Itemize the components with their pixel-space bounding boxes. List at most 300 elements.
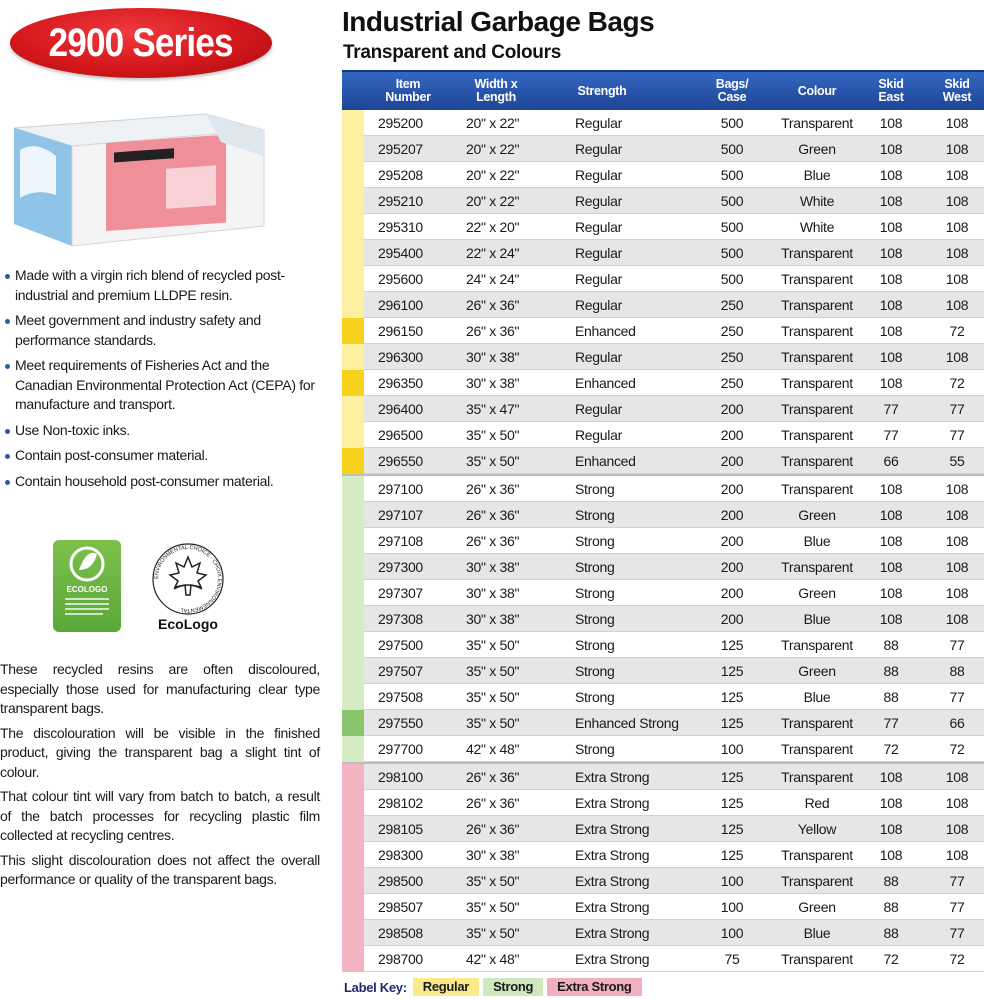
cell-skid-west: 108 xyxy=(945,115,969,131)
cell-skid-east: 77 xyxy=(883,427,899,443)
cell-skid-east: 108 xyxy=(879,115,903,131)
cell-bags-case: 100 xyxy=(720,873,744,889)
cell-skid-east: 77 xyxy=(883,401,899,417)
cell-skid-east: 108 xyxy=(879,611,903,627)
cell-colour: Transparent xyxy=(781,715,853,731)
cell-width-length: 35" x 50" xyxy=(466,925,520,941)
cell-skid-west: 108 xyxy=(945,795,969,811)
cell-skid-west: 108 xyxy=(945,141,969,157)
cell-strength: Regular xyxy=(575,271,622,287)
cell-skid-east: 108 xyxy=(879,193,903,209)
cell-bags-case: 125 xyxy=(720,847,744,863)
cell-item-number: 295600 xyxy=(378,271,423,287)
cell-skid-west: 77 xyxy=(949,401,965,417)
cell-skid-west: 66 xyxy=(949,715,965,731)
cell-skid-east: 108 xyxy=(879,297,903,313)
table-row xyxy=(342,344,984,370)
cell-item-number: 296550 xyxy=(378,453,423,469)
environmental-choice-logo xyxy=(144,537,232,637)
cell-skid-west: 72 xyxy=(949,951,965,967)
cell-skid-west: 108 xyxy=(945,533,969,549)
cell-item-number: 298100 xyxy=(378,769,423,785)
cell-skid-west: 108 xyxy=(945,349,969,365)
table-row xyxy=(342,946,984,972)
cell-colour: Blue xyxy=(803,167,831,183)
cell-bags-case: 200 xyxy=(720,533,744,549)
cell-strength: Strong xyxy=(575,741,615,757)
cell-strength: Extra Strong xyxy=(575,899,650,915)
cell-bags-case: 500 xyxy=(720,167,744,183)
cell-skid-west: 72 xyxy=(949,375,965,391)
cell-width-length: 35" x 50" xyxy=(466,637,520,653)
cell-item-number: 296400 xyxy=(378,401,423,417)
table-header xyxy=(342,70,984,110)
strength-swatch xyxy=(342,946,364,972)
cell-width-length: 26" x 36" xyxy=(466,481,520,497)
cell-bags-case: 125 xyxy=(720,663,744,679)
strength-swatch xyxy=(342,528,364,554)
strength-swatch xyxy=(342,790,364,816)
strength-swatch xyxy=(342,214,364,240)
cell-colour: Transparent xyxy=(781,847,853,863)
cell-skid-east: 108 xyxy=(879,167,903,183)
cell-bags-case: 200 xyxy=(720,401,744,417)
cell-skid-west: 108 xyxy=(945,193,969,209)
cell-bags-case: 200 xyxy=(720,585,744,601)
cell-strength: Extra Strong xyxy=(575,795,650,811)
cell-bags-case: 100 xyxy=(720,741,744,757)
cell-skid-east: 108 xyxy=(879,847,903,863)
cell-bags-case: 500 xyxy=(720,245,744,261)
cell-width-length: 35" x 50" xyxy=(466,873,520,889)
cell-skid-west: 108 xyxy=(945,821,969,837)
table-row xyxy=(342,318,984,344)
strength-swatch xyxy=(342,344,364,370)
cell-colour: Green xyxy=(798,663,836,679)
strength-swatch xyxy=(342,292,364,318)
cell-item-number: 295210 xyxy=(378,193,423,209)
cell-colour: Green xyxy=(798,585,836,601)
strength-swatch xyxy=(342,370,364,396)
cell-width-length: 30" x 38" xyxy=(466,559,520,575)
label-key xyxy=(344,978,646,996)
cell-skid-east: 108 xyxy=(879,245,903,261)
cell-width-length: 35" x 50" xyxy=(466,453,520,469)
feature-item: Contain household post-consumer material. xyxy=(4,472,324,492)
cell-skid-east: 72 xyxy=(883,951,899,967)
cell-item-number: 297100 xyxy=(378,481,423,497)
header-colour: Colour xyxy=(797,83,837,98)
cell-skid-west: 77 xyxy=(949,637,965,653)
table-body xyxy=(342,110,984,972)
table-row xyxy=(342,658,984,684)
cell-skid-west: 108 xyxy=(945,559,969,575)
cell-strength: Strong xyxy=(575,585,615,601)
cell-colour: White xyxy=(799,193,835,209)
cell-item-number: 297300 xyxy=(378,559,423,575)
strength-swatch xyxy=(342,240,364,266)
cell-width-length: 35" x 47" xyxy=(466,401,520,417)
strength-swatch xyxy=(342,448,364,474)
table-row xyxy=(342,764,984,790)
table-row xyxy=(342,920,984,946)
cell-width-length: 24" x 24" xyxy=(466,271,520,287)
cell-colour: Transparent xyxy=(781,769,853,785)
cell-skid-east: 108 xyxy=(879,141,903,157)
cell-colour: Yellow xyxy=(797,821,837,837)
cell-item-number: 295200 xyxy=(378,115,423,131)
ecologo-ul-logo xyxy=(53,540,121,632)
cell-skid-east: 77 xyxy=(883,715,899,731)
strength-swatch xyxy=(342,136,364,162)
cell-skid-east: 108 xyxy=(879,349,903,365)
cell-strength: Strong xyxy=(575,611,615,627)
cell-bags-case: 250 xyxy=(720,297,744,313)
label-key-extra-strong: Extra Strong xyxy=(547,978,641,996)
cell-strength: Strong xyxy=(575,637,615,653)
cell-colour: Blue xyxy=(803,533,831,549)
cell-bags-case: 250 xyxy=(720,375,744,391)
cell-item-number: 296500 xyxy=(378,427,423,443)
cell-width-length: 26" x 36" xyxy=(466,533,520,549)
cell-skid-west: 77 xyxy=(949,899,965,915)
strength-swatch xyxy=(342,894,364,920)
cell-bags-case: 250 xyxy=(720,323,744,339)
cell-bags-case: 125 xyxy=(720,715,744,731)
strength-swatch xyxy=(342,736,364,762)
cell-skid-west: 77 xyxy=(949,427,965,443)
cell-skid-west: 108 xyxy=(945,167,969,183)
table-row xyxy=(342,214,984,240)
cell-skid-west: 108 xyxy=(945,507,969,523)
page-title: Industrial Garbage Bags xyxy=(342,6,655,37)
product-box-image xyxy=(6,100,266,250)
cell-skid-west: 108 xyxy=(945,245,969,261)
cell-item-number: 297500 xyxy=(378,637,423,653)
strength-swatch xyxy=(342,162,364,188)
cell-item-number: 296300 xyxy=(378,349,423,365)
cell-strength: Strong xyxy=(575,663,615,679)
maple-leaf-icon xyxy=(170,557,206,595)
cell-width-length: 20" x 22" xyxy=(466,167,520,183)
discolouration-notes xyxy=(0,660,320,895)
cell-skid-west: 72 xyxy=(949,323,965,339)
header-width-length: Width x Length xyxy=(474,77,518,104)
cell-bags-case: 125 xyxy=(720,769,744,785)
cell-item-number: 295310 xyxy=(378,219,423,235)
header-skid-west: Skid West xyxy=(942,77,972,104)
cell-strength: Enhanced xyxy=(575,375,636,391)
cell-bags-case: 100 xyxy=(720,899,744,915)
feature-item: Made with a virgin rich blend of recycled post-industrial and premium LLDPE resin. xyxy=(4,266,324,305)
cell-width-length: 22" x 20" xyxy=(466,219,520,235)
cell-skid-east: 108 xyxy=(879,271,903,287)
cell-item-number: 296150 xyxy=(378,323,423,339)
cell-strength: Strong xyxy=(575,559,615,575)
cell-width-length: 35" x 50" xyxy=(466,899,520,915)
cell-strength: Regular xyxy=(575,427,622,443)
cell-colour: Green xyxy=(798,899,836,915)
series-badge-text: 2900 Series xyxy=(48,20,234,65)
cell-width-length: 26" x 36" xyxy=(466,769,520,785)
cell-colour: Transparent xyxy=(781,427,853,443)
cell-skid-east: 88 xyxy=(883,925,899,941)
cell-width-length: 30" x 38" xyxy=(466,349,520,365)
table-row xyxy=(342,422,984,448)
strength-swatch xyxy=(342,658,364,684)
cell-skid-east: 108 xyxy=(879,323,903,339)
cell-strength: Enhanced xyxy=(575,323,636,339)
strength-swatch xyxy=(342,920,364,946)
cell-bags-case: 100 xyxy=(720,925,744,941)
cell-skid-west: 72 xyxy=(949,741,965,757)
cell-strength: Extra Strong xyxy=(575,847,650,863)
header-skid-east: Skid East xyxy=(878,77,904,104)
cell-colour: Transparent xyxy=(781,297,853,313)
cell-skid-east: 108 xyxy=(879,375,903,391)
cell-width-length: 35" x 50" xyxy=(466,427,520,443)
table-row xyxy=(342,292,984,318)
ecologo-badge-label: ECOLOGO xyxy=(66,585,108,594)
cell-skid-west: 77 xyxy=(949,925,965,941)
table-row xyxy=(342,684,984,710)
cell-bags-case: 500 xyxy=(720,141,744,157)
product-table xyxy=(342,70,984,972)
cell-item-number: 295207 xyxy=(378,141,423,157)
cell-skid-east: 88 xyxy=(883,663,899,679)
env-choice-ring-text: ENVIRONMENTAL CHOICE · CHOIX ENVIRONNEMENTAL xyxy=(153,544,223,614)
strength-swatch xyxy=(342,110,364,136)
cell-skid-west: 108 xyxy=(945,769,969,785)
cell-skid-east: 108 xyxy=(879,507,903,523)
cell-item-number: 297107 xyxy=(378,507,423,523)
cell-width-length: 20" x 22" xyxy=(466,141,520,157)
cell-strength: Regular xyxy=(575,167,622,183)
cell-colour: Transparent xyxy=(781,271,853,287)
cell-skid-east: 88 xyxy=(883,899,899,915)
cell-colour: Green xyxy=(798,507,836,523)
cell-strength: Extra Strong xyxy=(575,821,650,837)
cell-width-length: 26" x 36" xyxy=(466,795,520,811)
strength-swatch xyxy=(342,422,364,448)
cell-colour: Transparent xyxy=(781,323,853,339)
cell-bags-case: 200 xyxy=(720,507,744,523)
cell-bags-case: 200 xyxy=(720,427,744,443)
cell-strength: Regular xyxy=(575,219,622,235)
cell-colour: Transparent xyxy=(781,245,853,261)
cell-skid-east: 88 xyxy=(883,689,899,705)
cell-colour: Transparent xyxy=(781,453,853,469)
cell-strength: Extra Strong xyxy=(575,873,650,889)
cell-skid-east: 108 xyxy=(879,795,903,811)
cell-strength: Regular xyxy=(575,141,622,157)
cell-strength: Enhanced Strong xyxy=(575,715,679,731)
label-key-title: Label Key: xyxy=(344,979,407,995)
note-paragraph: The discolouration will be visible in the finished product, giving the transparent bag a slight tint of colour. xyxy=(0,724,320,780)
strength-swatch xyxy=(342,188,364,214)
cell-strength: Enhanced xyxy=(575,453,636,469)
cell-width-length: 42" x 48" xyxy=(466,741,520,757)
cell-skid-east: 66 xyxy=(883,453,899,469)
strength-swatch xyxy=(342,476,364,502)
cell-skid-west: 77 xyxy=(949,873,965,889)
cell-bags-case: 200 xyxy=(720,611,744,627)
cell-colour: Transparent xyxy=(781,481,853,497)
cell-width-length: 30" x 38" xyxy=(466,585,520,601)
cell-strength: Regular xyxy=(575,245,622,261)
cell-colour: Transparent xyxy=(781,637,853,653)
cell-item-number: 297508 xyxy=(378,689,423,705)
cell-width-length: 35" x 50" xyxy=(466,663,520,679)
cell-width-length: 26" x 36" xyxy=(466,297,520,313)
cell-skid-east: 108 xyxy=(879,219,903,235)
cell-skid-west: 108 xyxy=(945,611,969,627)
table-row xyxy=(342,868,984,894)
cell-strength: Extra Strong xyxy=(575,951,650,967)
cell-strength: Extra Strong xyxy=(575,925,650,941)
cell-colour: Transparent xyxy=(781,115,853,131)
table-row xyxy=(342,136,984,162)
cell-bags-case: 200 xyxy=(720,453,744,469)
cell-item-number: 297108 xyxy=(378,533,423,549)
page-subtitle: Transparent and Colours xyxy=(343,42,561,63)
cell-item-number: 298102 xyxy=(378,795,423,811)
cell-width-length: 30" x 38" xyxy=(466,847,520,863)
cell-width-length: 42" x 48" xyxy=(466,951,520,967)
cell-skid-east: 108 xyxy=(879,559,903,575)
cell-skid-east: 108 xyxy=(879,769,903,785)
cell-strength: Extra Strong xyxy=(575,769,650,785)
feature-item: Use Non-toxic inks. xyxy=(4,421,324,441)
table-row xyxy=(342,240,984,266)
strength-swatch xyxy=(342,816,364,842)
cell-width-length: 26" x 36" xyxy=(466,507,520,523)
note-paragraph: This slight discolouration does not affect the overall performance or quality of the transparent bags. xyxy=(0,851,320,887)
cell-skid-west: 108 xyxy=(945,271,969,287)
feature-item: Meet government and industry safety and performance standards. xyxy=(4,311,324,350)
cell-strength: Regular xyxy=(575,297,622,313)
cell-skid-west: 108 xyxy=(945,847,969,863)
feature-item: Contain post-consumer material. xyxy=(4,446,324,466)
cell-width-length: 30" x 38" xyxy=(466,611,520,627)
cell-strength: Regular xyxy=(575,401,622,417)
cell-width-length: 35" x 50" xyxy=(466,715,520,731)
cell-width-length: 30" x 38" xyxy=(466,375,520,391)
cell-strength: Strong xyxy=(575,507,615,523)
cell-item-number: 298507 xyxy=(378,899,423,915)
cell-bags-case: 125 xyxy=(720,795,744,811)
cell-bags-case: 500 xyxy=(720,115,744,131)
cell-item-number: 296350 xyxy=(378,375,423,391)
cell-item-number: 295208 xyxy=(378,167,423,183)
cell-colour: Red xyxy=(804,795,830,811)
strength-swatch xyxy=(342,684,364,710)
strength-swatch xyxy=(342,266,364,292)
cell-width-length: 20" x 22" xyxy=(466,115,520,131)
cell-skid-east: 108 xyxy=(879,821,903,837)
cell-item-number: 297507 xyxy=(378,663,423,679)
cell-colour: Transparent xyxy=(781,349,853,365)
cell-width-length: 22" x 24" xyxy=(466,245,520,261)
cell-skid-east: 108 xyxy=(879,533,903,549)
cell-skid-east: 108 xyxy=(879,585,903,601)
strength-swatch xyxy=(342,554,364,580)
feature-item: Meet requirements of Fisheries Act and the Canadian Environmental Protection Act (CEPA) for manufacture and transport. xyxy=(4,356,324,415)
cell-item-number: 296100 xyxy=(378,297,423,313)
cell-colour: Blue xyxy=(803,925,831,941)
table-row xyxy=(342,110,984,136)
table-row xyxy=(342,554,984,580)
cell-item-number: 297700 xyxy=(378,741,423,757)
cell-skid-west: 108 xyxy=(945,219,969,235)
table-row xyxy=(342,528,984,554)
cell-skid-west: 88 xyxy=(949,663,965,679)
series-badge xyxy=(10,8,272,78)
cell-item-number: 297307 xyxy=(378,585,423,601)
cell-colour: Transparent xyxy=(781,559,853,575)
cell-colour: Green xyxy=(798,141,836,157)
cell-colour: Transparent xyxy=(781,375,853,391)
strength-swatch xyxy=(342,502,364,528)
cell-bags-case: 250 xyxy=(720,349,744,365)
strength-swatch xyxy=(342,710,364,736)
strength-swatch xyxy=(342,580,364,606)
cell-strength: Regular xyxy=(575,193,622,209)
table-row xyxy=(342,162,984,188)
cell-width-length: 26" x 36" xyxy=(466,323,520,339)
header-bags-case: Bags/ Case xyxy=(715,77,749,104)
cell-colour: White xyxy=(799,219,835,235)
cell-item-number: 297308 xyxy=(378,611,423,627)
cell-skid-west: 108 xyxy=(945,585,969,601)
table-row xyxy=(342,370,984,396)
cell-bags-case: 200 xyxy=(720,481,744,497)
table-row xyxy=(342,476,984,502)
header-strength: Strength xyxy=(577,83,627,98)
strength-swatch xyxy=(342,606,364,632)
cell-width-length: 26" x 36" xyxy=(466,821,520,837)
cell-colour: Blue xyxy=(803,689,831,705)
table-row xyxy=(342,816,984,842)
cell-item-number: 298105 xyxy=(378,821,423,837)
cell-skid-west: 55 xyxy=(949,453,965,469)
table-row xyxy=(342,580,984,606)
cell-item-number: 298500 xyxy=(378,873,423,889)
cell-strength: Regular xyxy=(575,349,622,365)
cell-width-length: 20" x 22" xyxy=(466,193,520,209)
cell-strength: Strong xyxy=(575,689,615,705)
cell-item-number: 298508 xyxy=(378,925,423,941)
cell-bags-case: 125 xyxy=(720,821,744,837)
cell-colour: Blue xyxy=(803,611,831,627)
cell-item-number: 297550 xyxy=(378,715,423,731)
cell-skid-west: 108 xyxy=(945,297,969,313)
cell-width-length: 35" x 50" xyxy=(466,689,520,705)
cell-skid-west: 77 xyxy=(949,689,965,705)
table-row xyxy=(342,710,984,736)
cell-bags-case: 500 xyxy=(720,193,744,209)
strength-swatch xyxy=(342,764,364,790)
table-row xyxy=(342,736,984,762)
cell-bags-case: 125 xyxy=(720,689,744,705)
table-row xyxy=(342,632,984,658)
cell-colour: Transparent xyxy=(781,951,853,967)
cell-colour: Transparent xyxy=(781,741,853,757)
cell-bags-case: 125 xyxy=(720,637,744,653)
note-paragraph: That colour tint will vary from batch to batch, a result of the batch processes for recycling plastic film collected at recycling centres. xyxy=(0,788,320,843)
table-row xyxy=(342,894,984,920)
cell-bags-case: 500 xyxy=(720,271,744,287)
